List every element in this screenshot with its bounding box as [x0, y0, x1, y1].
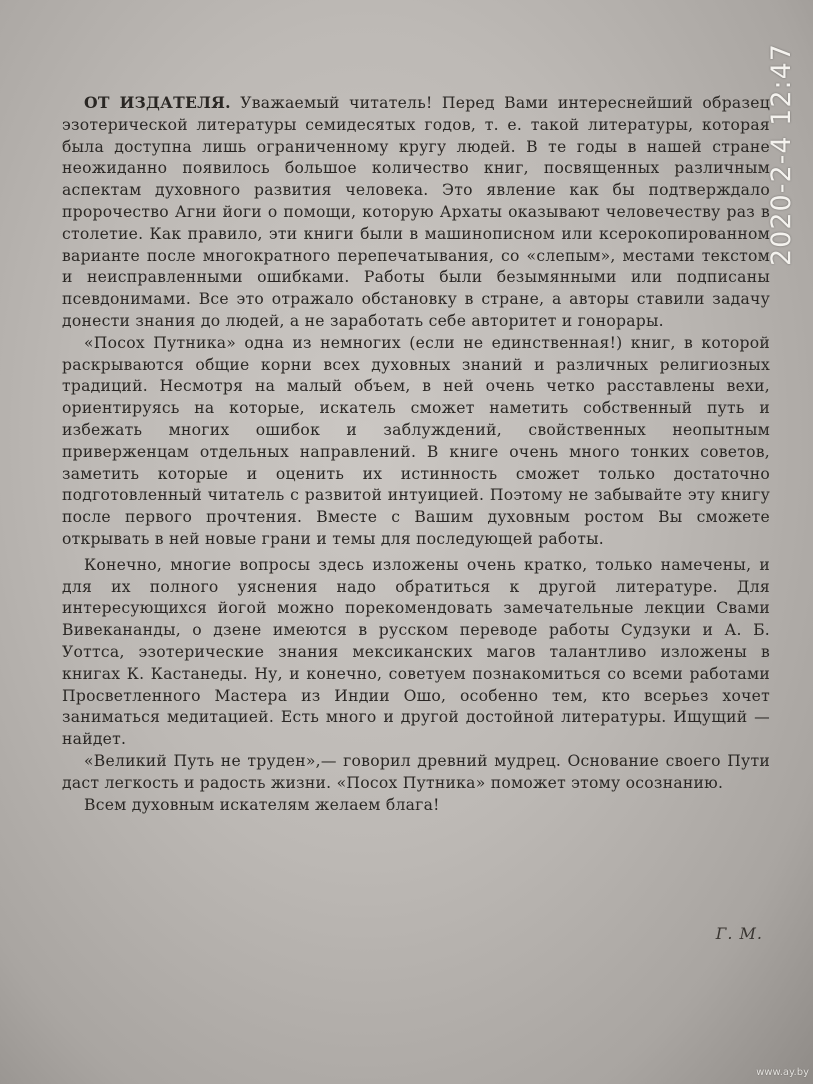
paragraph-3: Конечно, многие вопросы здесь изложены очень кратко, только намечены, и для их полного уяснения надо обратиться к другой литературе. Для интересующихся йогой можно порекомендовать замечательные лекции Свами Вивекананды, о дзене имеются в русском переводе работы Судзуки и А. Б. Уоттса, эзотерические знания мексиканских магов талантливо изложены в книгах К. Кастанеды. Ну, и конечно, советуем познакомиться со всеми работами Просветленного Мастера из Индии Ошо, особенно тем, кто всерьез хочет заниматься медитацией. Есть много и другой достойной литературы. Ищущий — найдет. [62, 555, 770, 749]
photo-timestamp [760, 30, 800, 270]
paragraph-5: Всем духовным искателям желаем блага! [84, 795, 440, 814]
paragraph-1-text: Уважаемый читатель! Перед Вами интереснейший образец эзотерической литературы семидесятых годов, т. е. такой литературы, которая была доступна лишь ограниченному кругу людей. В те годы в нашей стране неожиданно появилось большое количество книг, посвященных различным аспектам духовного развития человека. Это явление как бы подтверждало пророчество Агни йоги о помощи, которую Архаты оказывают человечеству раз в столетие. Как правило, эти книги были в машинописном или ксерокопированном варианте после многократного перепечатывания, со «слепым», местами текстом и неисправленными ошибками. Работы были безымянными или подписаны псевдонимами. Все это отражало обстановку в стране, а авторы ставили задачу донести знания до людей, а не заработать себе авторитет и гонорары. [62, 94, 770, 330]
paragraph-4: «Великий Путь не труден»,— говорил древний мудрец. Основание своего Пути даст легкость и радость жизни. «Посох Путника» поможет этому осознанию. [62, 751, 770, 792]
paragraph-publisher-note [62, 92, 770, 333]
signature-initials: Г. М. [715, 924, 763, 943]
page-text [62, 92, 770, 816]
section-heading: ОТ ИЗДАТЕЛЯ. [84, 93, 231, 112]
timestamp-text: 2020-2-4 12:47 [766, 43, 797, 266]
paragraph-2: «Посох Путника» одна из немногих (если не единственная!) книг, в которой раскрываются общие корни всех духовных знаний и различных религиозных традиций. Несмотря на малый объем, в ней очень четко расставлены вехи, ориентируясь на которые, искатель сможет наметить собственный путь и избежать многих ошибок и заблуждений, свойственных неопытным приверженцам отдельных направлений. В книге очень много тонких советов, заметить которые и оценить их истинность сможет только достаточно подготовленный читатель с развитой интуицией. Поэтому не забывайте эту книгу после первого прочтения. Вместе с Вашим духовным ростом Вы сможете открывать в ней новые грани и темы для последующей работы. [62, 333, 770, 548]
site-watermark: www.ay.by [756, 1067, 809, 1078]
